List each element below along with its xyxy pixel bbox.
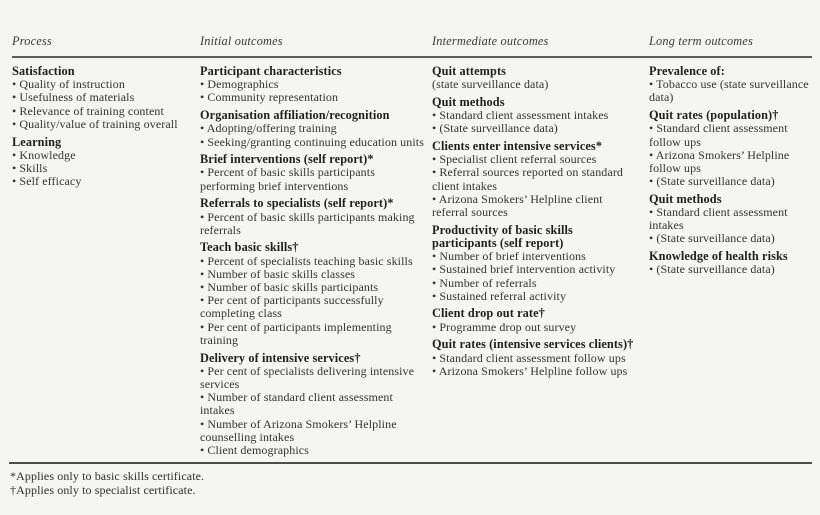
bullet-item: • Arizona Smokers’ Helpline follow ups xyxy=(432,363,628,378)
section-title: Teach basic skills† xyxy=(200,240,299,255)
outcome-section xyxy=(200,197,424,237)
bullet-item: • Skills xyxy=(12,160,48,175)
column-long-term-outcomes xyxy=(649,65,812,457)
section-title: Satisfaction xyxy=(12,64,75,78)
footnotes xyxy=(9,462,812,498)
outcome-section xyxy=(200,153,424,193)
bullet-item: • (State surveillance data) xyxy=(649,174,775,189)
outcome-section xyxy=(649,250,809,276)
section-title: Clients enter intensive services* xyxy=(432,139,603,154)
column-initial-outcomes xyxy=(200,65,432,457)
bullet-item: • Arizona Smokers’ Helpline follow ups xyxy=(649,147,790,175)
section-note: (state surveillance data) xyxy=(432,77,549,92)
table-header-row xyxy=(12,0,812,58)
outcome-section xyxy=(432,224,635,303)
section-title: Client drop out rate† xyxy=(432,306,545,321)
outcome-section xyxy=(432,96,635,136)
outcome-section xyxy=(432,65,635,91)
bullet-item: • Demographics xyxy=(200,77,279,92)
outcome-section xyxy=(432,338,635,378)
bullet-item: • Number of standard client assessment intakes xyxy=(200,390,393,418)
bullet-item: • Number of Arizona Smokers’ Helpline counselling intakes xyxy=(200,416,397,444)
section-title: Participant characteristics xyxy=(200,64,342,78)
column-header-initial-outcomes: Initial outcomes xyxy=(200,34,283,48)
section-title: Prevalence of: xyxy=(649,64,725,78)
outcome-section xyxy=(432,140,635,219)
section-title: Quit methods xyxy=(432,94,505,109)
bullet-item: • Sustained brief intervention activity xyxy=(432,262,616,277)
bullet-item: • Standard client assessment follow ups xyxy=(432,350,626,365)
outcome-section xyxy=(649,65,809,105)
section-title: Learning xyxy=(12,134,62,149)
outcome-section xyxy=(200,241,424,347)
outcome-section xyxy=(12,65,180,131)
section-title: Productivity of basic skills participants (self report) xyxy=(432,222,573,250)
bullet-item: • Quality of instruction xyxy=(12,77,125,92)
bullet-item: • Per cent of participants implementing training xyxy=(200,319,392,347)
bullet-item: • Percent of basic skills participants performing brief interventions xyxy=(200,165,375,193)
bullet-item: • Quality/value of training overall xyxy=(12,116,178,131)
bullet-item: • (State surveillance data) xyxy=(649,262,775,277)
outcome-section xyxy=(649,193,809,246)
section-title: Quit methods xyxy=(649,191,722,206)
bullet-item: • Standard client assessment intakes xyxy=(432,108,609,123)
bullet-item: • Sustained referral activity xyxy=(432,288,567,303)
section-title: Quit attempts xyxy=(432,64,507,78)
bullet-item: • Client demographics xyxy=(200,442,309,457)
section-title: Organisation affiliation/recognition xyxy=(200,108,390,123)
bullet-item: • Percent of basic skills participants making referrals xyxy=(200,209,415,237)
bullet-item: • Seeking/granting continuing education units xyxy=(200,134,424,149)
column-process xyxy=(12,65,200,457)
bullet-item: • Community representation xyxy=(200,90,339,105)
bullet-item: • Number of basic skills participants xyxy=(200,280,379,295)
bullet-item: • Standard client assessment follow ups xyxy=(649,121,788,149)
outcome-section xyxy=(649,109,809,188)
bullet-item: • Percent of specialists teaching basic skills xyxy=(200,253,413,268)
bullet-item: • Standard client assessment intakes xyxy=(649,205,788,233)
bullet-item: • Per cent of participants successfully completing class xyxy=(200,293,384,321)
bullet-item: • Arizona Smokers’ Helpline client referral sources xyxy=(432,191,603,220)
table-body xyxy=(12,58,812,462)
outcome-section xyxy=(12,136,180,189)
bullet-item: • (State surveillance data) xyxy=(649,231,775,246)
outcome-section xyxy=(200,352,424,458)
bullet-item: • Programme drop out survey xyxy=(432,319,577,334)
column-header-intermediate-outcomes: Intermediate outcomes xyxy=(432,34,549,48)
section-title: Brief interventions (self report)* xyxy=(200,152,374,167)
bullet-item: • Relevance of training content xyxy=(12,103,164,118)
column-header-process: Process xyxy=(12,34,52,48)
footnote-basic-skills: *Applies only to basic skills certificate. xyxy=(10,469,205,484)
bullet-item: • Knowledge xyxy=(12,147,76,162)
bullet-item: • Number of referrals xyxy=(432,275,537,290)
section-title: Delivery of intensive services† xyxy=(200,350,361,365)
bullet-item: • Referral sources reported on standard client intakes xyxy=(432,165,624,193)
outcome-section xyxy=(200,65,424,105)
bullet-item: • Adopting/offering training xyxy=(200,121,337,136)
column-header-long-term-outcomes: Long term outcomes xyxy=(649,34,754,48)
bullet-item: • Self efficacy xyxy=(12,174,82,189)
outcome-section xyxy=(200,109,424,149)
section-title: Quit rates (population)† xyxy=(649,108,779,123)
section-title: Referrals to specialists (self report)* xyxy=(200,196,394,211)
bullet-item: • Number of basic skills classes xyxy=(200,266,356,281)
section-title: Knowledge of health risks xyxy=(649,249,788,264)
bullet-item: • Tobacco use (state surveillance data) xyxy=(649,77,809,105)
section-title: Quit rates (intensive services clients)† xyxy=(432,337,634,352)
bullet-item: • Number of brief interventions xyxy=(432,249,586,264)
bullet-item: • Usefulness of materials xyxy=(12,90,135,105)
bullet-item: • (State surveillance data) xyxy=(432,121,558,136)
bullet-item: • Specialist client referral sources xyxy=(432,152,597,167)
bullet-item: • Per cent of specialists delivering intensive services xyxy=(200,363,415,391)
footnote-specialist: †Applies only to specialist certificate. xyxy=(10,482,196,497)
column-intermediate-outcomes xyxy=(432,65,649,457)
outcome-section xyxy=(432,307,635,333)
